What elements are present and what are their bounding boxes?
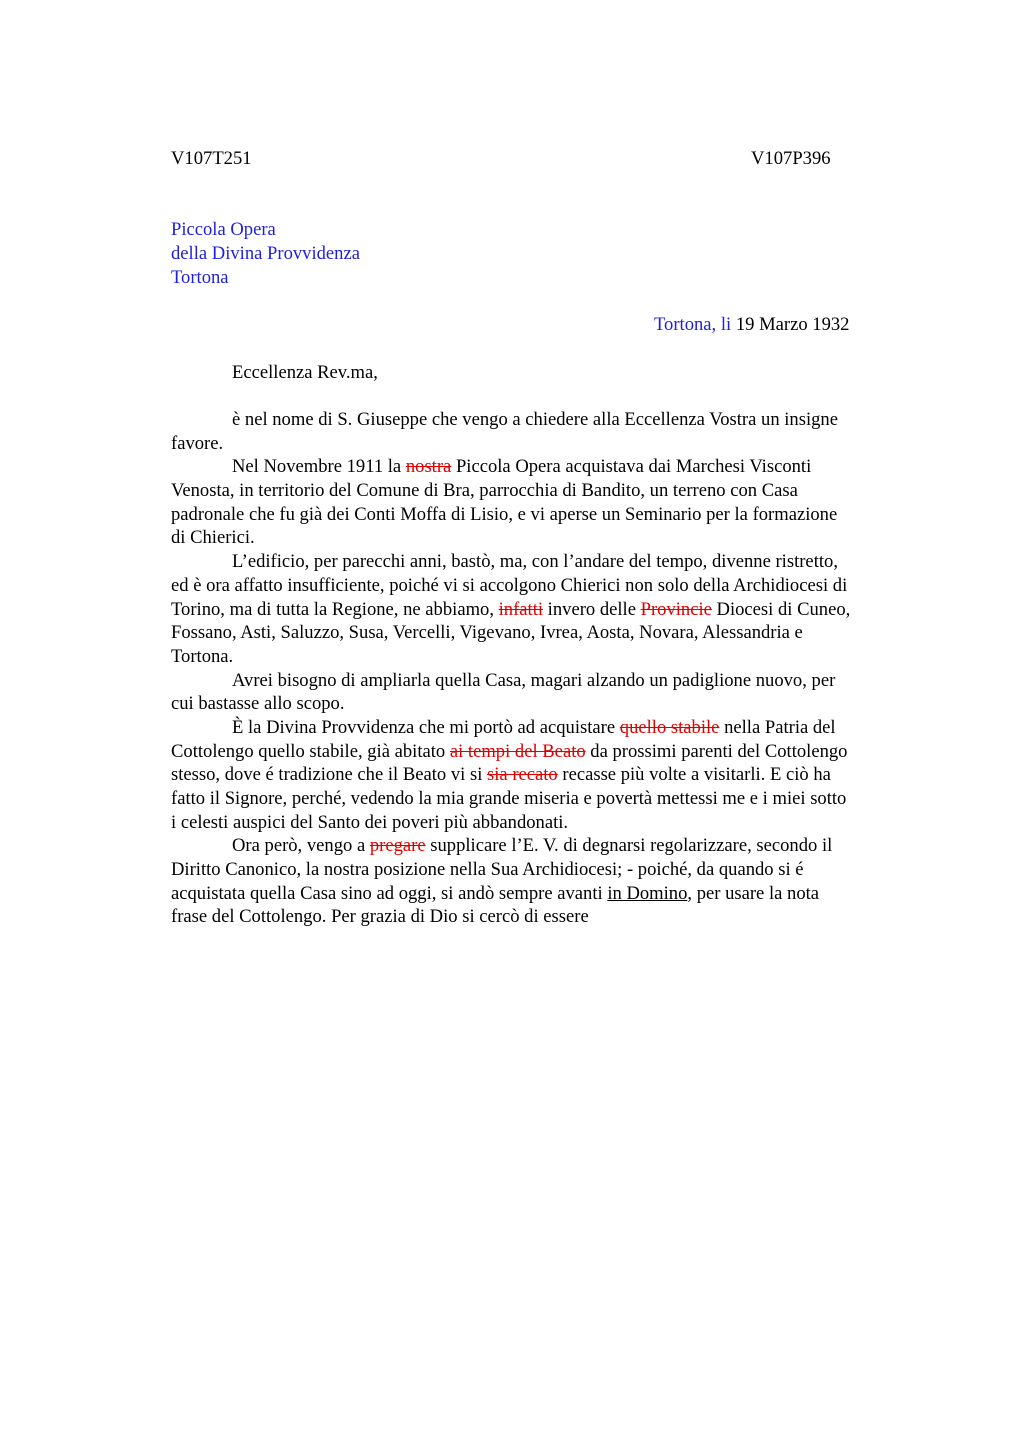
struck-text: quello stabile xyxy=(619,716,720,738)
letter-body xyxy=(171,408,931,929)
struck-text: infatti xyxy=(498,598,544,620)
struck-text: pregare xyxy=(369,835,426,857)
struck-text: nostra xyxy=(405,456,452,478)
body-line xyxy=(171,740,931,764)
text-segment: supplicare l’E. V. di degnarsi regolarizzare, secondo il xyxy=(425,835,833,857)
body-line: padronale che fu già dei Conti Moffa di Lisio, e vi aperse un Seminario per la formazione xyxy=(171,503,838,525)
salutation: Eccellenza Rev.ma, xyxy=(232,362,378,383)
dateline-place: Tortona, li xyxy=(654,314,732,335)
text-segment: È la Divina Provvidenza che mi portò ad acquistare xyxy=(232,716,620,738)
text-segment: Nel Novembre 1911 la xyxy=(232,456,406,478)
text-segment: Diocesi di Cuneo, xyxy=(711,598,851,620)
text-segment: recasse più volte a visitarli. E ciò ha xyxy=(557,764,831,786)
struck-text: Provincie xyxy=(640,598,712,620)
body-line: favore. xyxy=(171,432,224,454)
struck-text: ai tempi del Beato xyxy=(449,740,586,762)
dateline xyxy=(654,313,849,337)
body-line: cui bastasse allo scopo. xyxy=(171,693,345,715)
body-line: L’edificio, per parecchi anni, bastò, ma, con l’andare del tempo, divenne ristretto, xyxy=(232,551,838,573)
text-segment: acquistata quella Casa sino ad oggi, si andò sempre avanti xyxy=(171,882,608,904)
text-segment: da prossimi parenti del Cottolengo xyxy=(585,740,848,762)
body-line xyxy=(171,716,931,740)
text-segment: stesso, dove é tradizione che il Beato vi si xyxy=(171,764,488,786)
text-segment: Cottolengo quello stabile, già abitato xyxy=(171,740,450,762)
body-line: fatto il Signore, perché, vedendo la mia grande miseria e povertà mettessi me e i miei sotto xyxy=(171,788,847,809)
letterhead xyxy=(171,218,360,290)
text-segment: nella Patria del xyxy=(719,716,836,738)
body-line: frase del Cottolengo. Per grazia di Dio si cercò di essere xyxy=(171,906,589,928)
text-segment: Piccola Opera acquistava dai Marchesi Visconti xyxy=(451,456,812,478)
letterhead-line-3: Tortona xyxy=(171,267,229,288)
archive-code-left: V107T251 xyxy=(171,148,252,169)
text-segment: invero delle xyxy=(543,598,641,620)
body-line: Venosta, in territorio del Comune di Bra, parrocchia di Bandito, un terreno con Casa xyxy=(171,480,798,502)
body-line xyxy=(171,598,931,622)
body-line xyxy=(171,882,931,906)
body-line: i celesti auspici del Santo dei poveri più abbandonati. xyxy=(171,811,569,833)
body-line xyxy=(171,834,931,858)
text-segment: Torino, ma di tutta la Regione, ne abbiamo, xyxy=(171,598,499,620)
body-line: Avrei bisogno di ampliarla quella Casa, magari alzando un padiglione nuovo, per xyxy=(232,669,836,691)
archive-code-right: V107P396 xyxy=(751,148,831,169)
body-line: Tortona. xyxy=(171,645,234,667)
body-line: Fossano, Asti, Saluzzo, Susa, Vercelli, Vigevano, Ivrea, Aosta, Novara, Alessandria e xyxy=(171,622,803,644)
dateline-date: 19 Marzo 1932 xyxy=(731,314,850,335)
body-line xyxy=(171,455,931,479)
body-line xyxy=(171,763,931,787)
struck-text: sia recato xyxy=(487,764,558,786)
text-segment: Ora però, vengo a xyxy=(232,835,370,857)
body-line: Diritto Canonico, la nostra posizione nella Sua Archidiocesi; - poiché, da quando si é xyxy=(171,859,804,881)
letterhead-line-1: Piccola Opera xyxy=(171,219,276,240)
body-line: ed è ora affatto insufficiente, poiché vi si accolgono Chierici non solo della Archidiocesi di xyxy=(171,574,848,596)
underlined-text: in Domino xyxy=(607,882,688,904)
body-line: è nel nome di S. Giuseppe che vengo a chiedere alla Eccellenza Vostra un insigne xyxy=(232,409,838,430)
letterhead-line-2: della Divina Provvidenza xyxy=(171,243,360,264)
text-segment: , per usare la nota xyxy=(687,882,820,904)
body-line: di Chierici. xyxy=(171,527,255,549)
